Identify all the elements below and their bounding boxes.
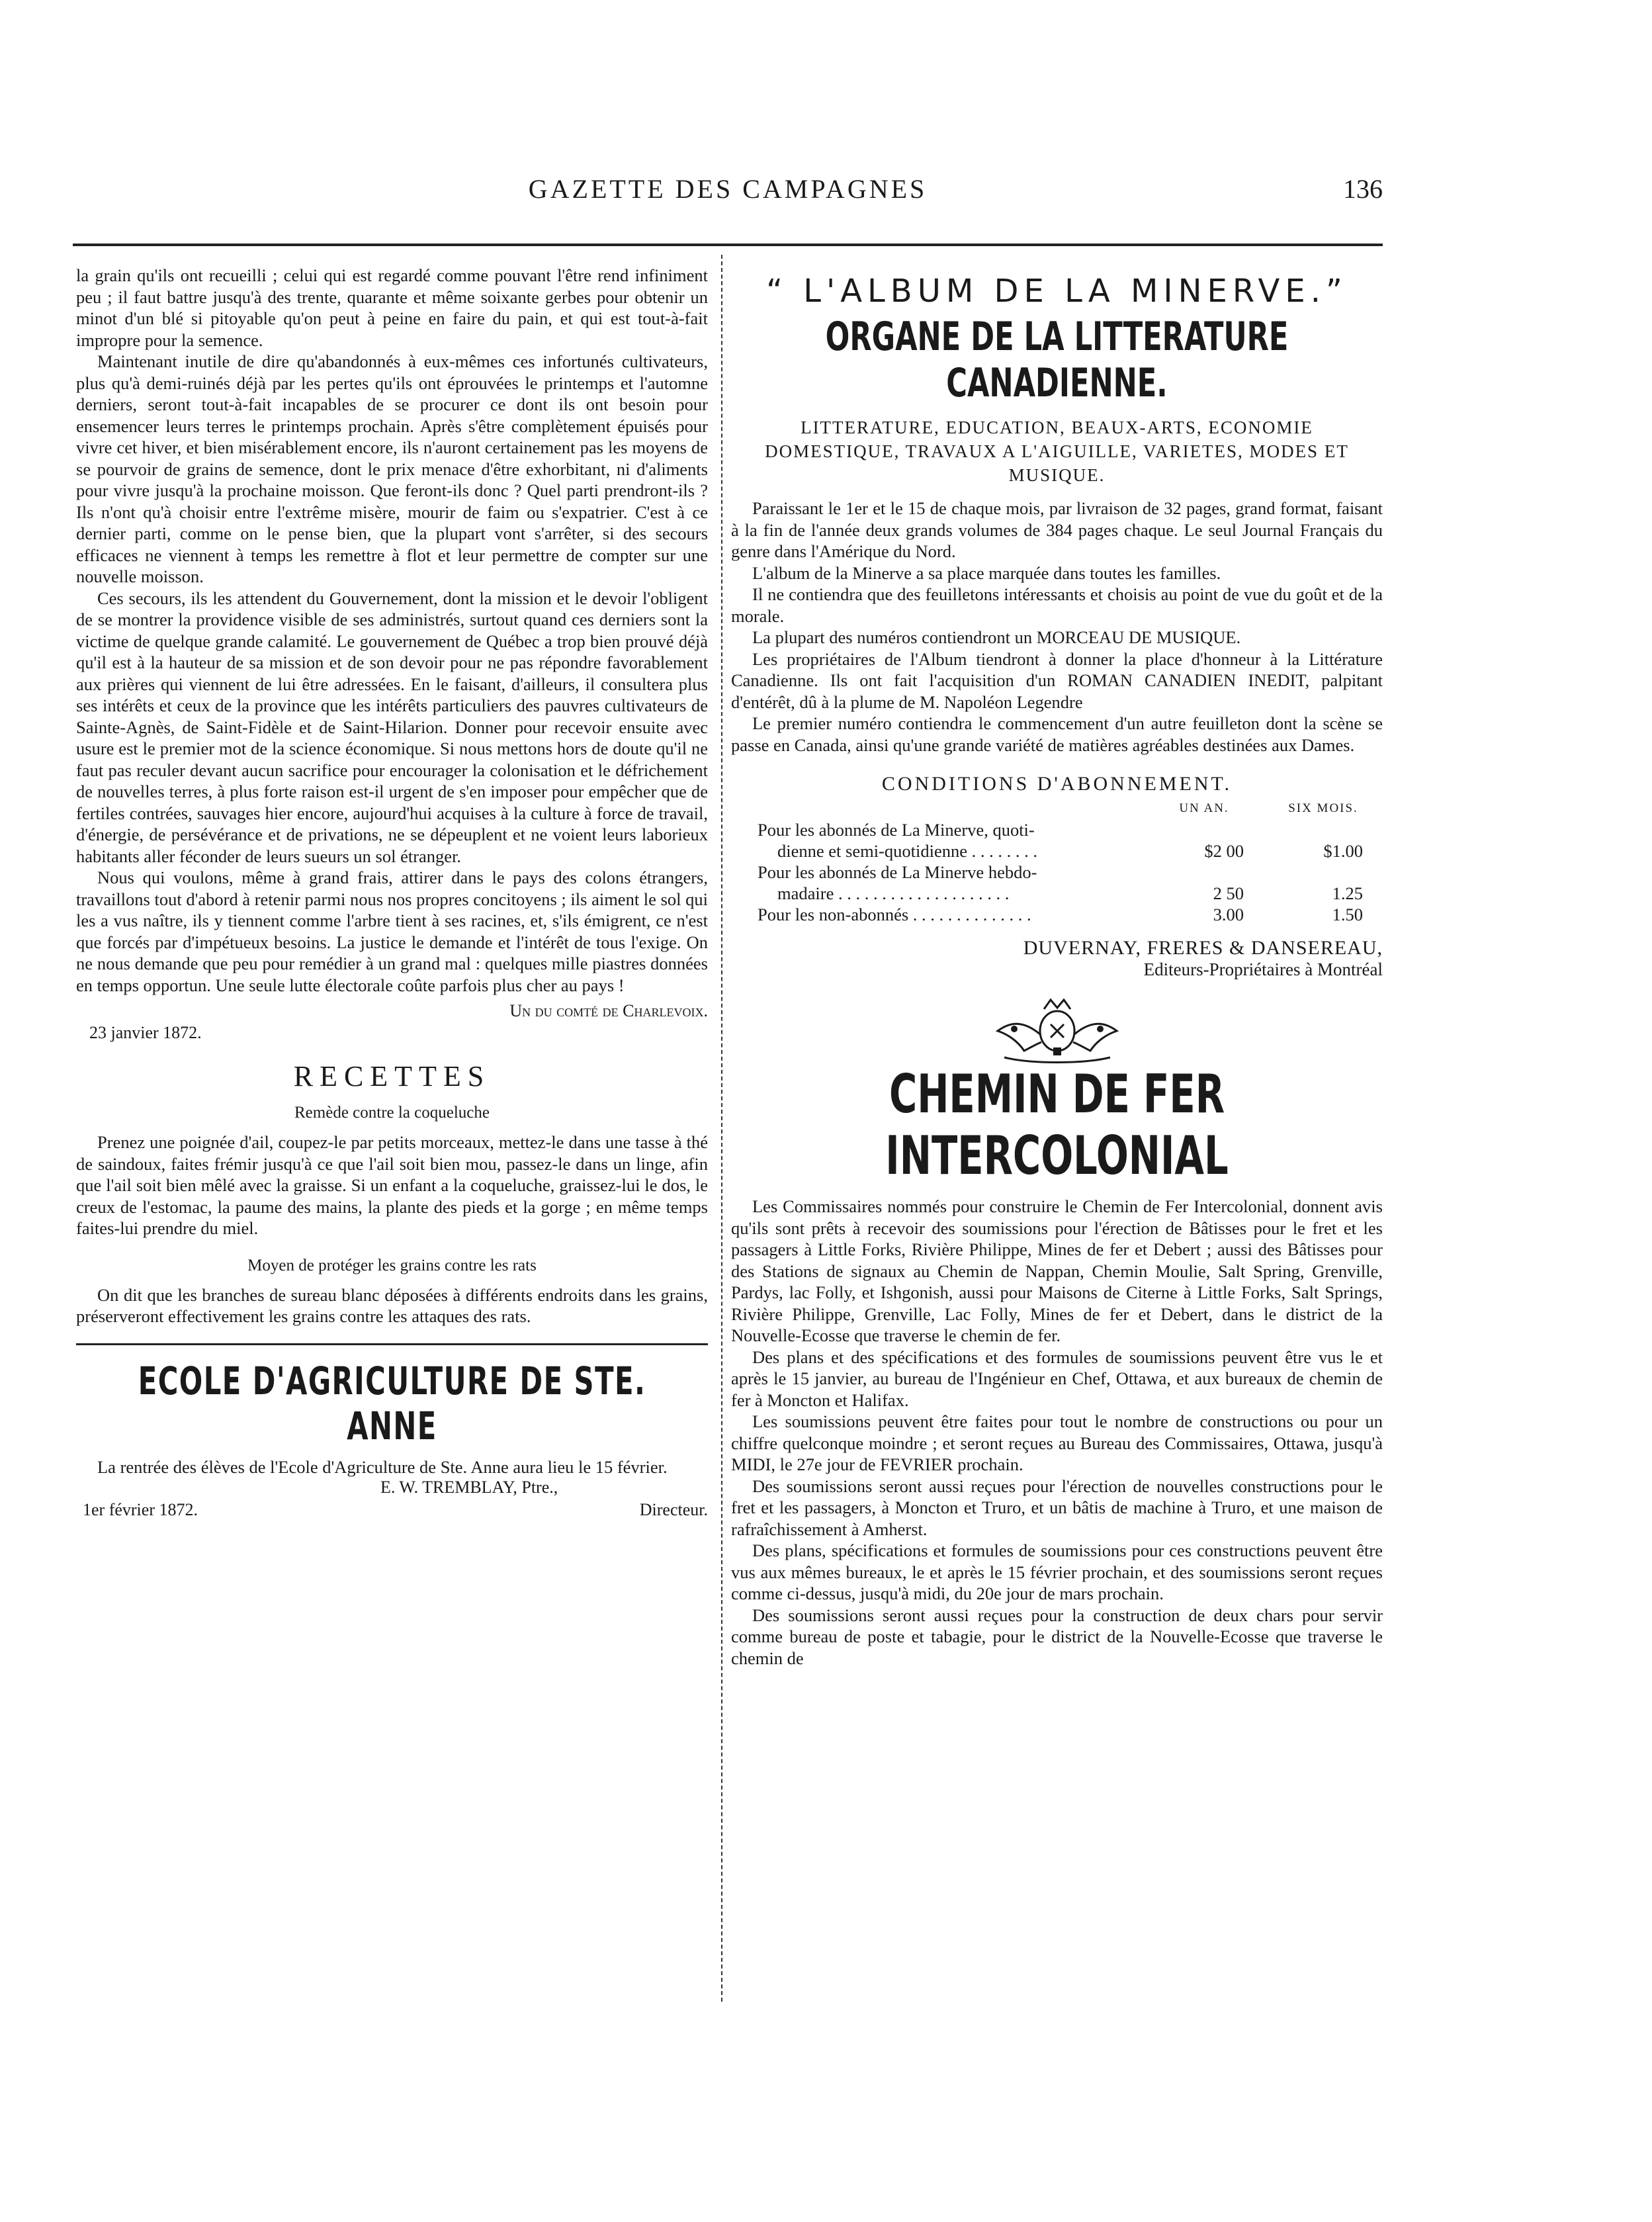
rate-label: Pour les non-abonnés . . . . . . . . . . . . . .: [758, 905, 1031, 924]
publisher-location: Editeurs-Propriétaires à Montréal: [1143, 959, 1383, 979]
rate-un-an: 3.00: [1213, 905, 1244, 924]
chemin-de-fer-notice: [731, 995, 1383, 1669]
table-row: [731, 904, 1383, 925]
rate-six-mois: 1.25: [1332, 883, 1363, 903]
article-charlevoix: [76, 265, 708, 1044]
table-row: [731, 862, 1383, 883]
article-byline: Un du comté de Charlevoix.: [509, 1001, 708, 1020]
article-paragraph: la grain qu'ils ont recueilli ; celui qui est regardé comme pouvant l'être rend infiniment peu ; il faut battre jusqu'à des trente, quarante et même soixante gerbes pour obtenir un minot d'un blé si pitoyable qu'on peut à peine en faire du pain, et qui est tout-à-fait impropre pour la semence.: [76, 265, 708, 350]
chemin-headline: CHEMIN DE FER INTERCOLONIAL: [885, 1063, 1229, 1186]
album-paragraph: Paraissant le 1er et le 15 de chaque mois, par livraison de 32 pages, grand format, faisant à la fin de l'année deux grands volumes de 384 pages chaque. Le seul Journal Français du genre dans l'Amérique du Nord.: [731, 498, 1383, 561]
column-header-six-mois: SIX MOIS.: [1288, 801, 1358, 815]
running-title: GAZETTE DES CAMPAGNES: [528, 174, 928, 204]
ecole-date-line: [76, 1500, 708, 1523]
crest-ornament-icon: [978, 995, 1137, 1067]
chemin-paragraph: Des soumissions seront aussi reçues pour la construction de deux chars pour servir comme bureau de poste et tabagie, pour le district de la Nouvelle-Ecosse que traverse le chemin de: [731, 1605, 1383, 1668]
album-paragraph: Les propriétaires de l'Album tiendront à donner la place d'honneur à la Littérature Canadienne. Ils ont fait l'acquisition d'un ROMAN CANADIEN INEDIT, palpitant d'entérêt, dû à la plume de M. Napoléon Legendre: [731, 648, 1383, 712]
rate-un-an: 2 50: [1213, 883, 1244, 903]
ecole-date: 1er février 1872.: [83, 1500, 198, 1519]
recipe-text: Prenez une poignée d'ail, coupez-le par petits morceaux, mettez-le dans une tasse à thé de saindoux, faites frémir jusqu'à ce que l'ail soit bien mou, passez-le dans un linge, afin que l'ail soit bien mêlé avec la graisse. Si un enfant a la coqueluche, graissez-lui le dos, le creux de l'estomac, la paume des mains, la plante des pieds et la gorge ; en même temps faites-lui prendre du miel.: [76, 1132, 708, 1238]
chemin-paragraph: Des plans et des spécifications et des formules de soumissions peuvent être vus le et après le 15 janvier, au bureau de l'Ingénieur en Chef, Ottawa, et aux bureaux de chemin de fer à Moncton et Halifax.: [731, 1347, 1383, 1410]
publisher-name: DUVERNAY, FRERES & DANSEREAU,: [1023, 937, 1383, 959]
left-column: [76, 265, 708, 1523]
album-paragraph: Il ne contiendra que des feuilletons intéressants et choisis au point de vue du goût et de la morale.: [731, 584, 1383, 626]
article-paragraph: Maintenant inutile de dire qu'abandonnés à eux-mêmes ces infortunés cultivateurs, plus qu'à demi-ruinés déjà par les pertes qu'ils ont éprouvées le printemps et l'automne derniers, seront tout-à-fait incapables de se procurer ce dont ils ont besoin pour ensemencer leurs terres le printemps prochain. Après s'être complètement épuisés pour vivre cet hiver, et bien misérablement encore, ils n'auront certainement pas les moyens de se pourvoir de grains de semence, dont le prix menace d'être exhorbitant, ni d'aliments pour vivre jusqu'à la prochaine moisson. Que feront-ils donc ? Quel parti prendront-ils ? Ils n'ont qu'à choisir entre l'extrême misère, mourir de faim ou s'expatrier. C'est à ce dernier parti, comme on le pense bien, que la plupart vont s'arrêter, si des secours efficaces ne viennent à temps les remettre à flot et leur permettre de compter sur une nouvelle moisson.: [76, 351, 708, 586]
ecole-text: La rentrée des élèves de l'Ecole d'Agriculture de Ste. Anne aura lieu le 15 février.: [97, 1456, 668, 1477]
ecole-role: Directeur.: [639, 1500, 708, 1519]
ecole-signature-line: [76, 1478, 708, 1500]
ecole-signatory: E. W. TREMBLAY, Ptre.,: [380, 1478, 558, 1497]
page-number: 136: [1343, 174, 1383, 204]
rate-six-mois: $1.00: [1323, 841, 1363, 861]
conditions-title: CONDITIONS D'ABONNEMENT.: [881, 773, 1233, 795]
recettes-section: [76, 1059, 708, 1327]
ecole-notice: [76, 1358, 708, 1523]
subscription-table: [731, 798, 1383, 925]
article-paragraph: Ces secours, ils les attendent du Gouvernement, dont la mission et le devoir l'obligent de se montrer la providence visible de ses administrés, surtout quand ces derniers sont la victime de quelque grande calamité. Le gouvernement de Québec a trop bien prouvé déjà qu'il est à la hauteur de sa mission et de son devoir pour ne pas répondre favorablement aux prières qui viennent de lui être adressées. En le faisant, d'ailleurs, il consultera plus ses intérêts et ceux de la province que les intérêts particuliers des pauvres cultivateurs de Sainte-Agnès, de Saint-Fidèle et de Saint-Hilarion. Donner pour recevoir ensuite avec usure est le premier mot de la science économique. Si nous mettons hors de doute qu'il ne faut pas reculer devant aucun sacrifice pour encourager la colonisation et le défrichement de nouvelles terres, à plus forte raison est-il urgent de s'en imposer pour empêcher que de fertiles contrées, sauvages hier encore, aujourd'hui acquises à la culture à force de travail, d'énergie, de persévérance et de privations, ne se dépeuplent et ne voient leurs laborieux habitants aller féconder de leurs sueurs un sol étranger.: [76, 588, 708, 866]
chemin-paragraph: Les soumissions peuvent être faites pour tout le nombre de constructions ou pour un chiffre quelconque moindre ; et seront reçues au Bureau des Commissaires, Ottawa, jusqu'à MIDI, le 27e jour de FEVRIER prochain.: [731, 1411, 1383, 1474]
chemin-paragraph: Des soumissions seront aussi reçues pour l'érection de nouvelles constructions pour le fret et les passagers, à Moncton et Truro, et un bâtis de machine à Truro, et une maison de rafraîchissement à Amherst.: [731, 1476, 1383, 1539]
table-row: [731, 819, 1383, 840]
album-advertisement: [731, 273, 1383, 980]
chemin-paragraph: Les Commissaires nommés pour construire le Chemin de Fer Intercolonial, donnent avis qu'ils sont prêts à recevoir des soumissions pour l'érection de Bâtisses pour le fret et les passagers à Little Forks, Rivière Philippe, Mines de fer et Debert ; aussi des Bâtisses pour des Stations de signaux au Chemin de Nappan, Chemin Moulie, Salt Spring, Grenville, Pardys, lac Folly, et Ishgonish, aussi pour Maisons de Citerne à Little Forks, Salt Springs, Rivière Philippe, Grenville, Lac Folly, Mines de fer et Debert, dans le district de la Nouvelle-Ecosse que traverse le chemin de fer.: [731, 1196, 1383, 1345]
album-paragraph: Le premier numéro contiendra le commencement d'un autre feuilleton dont la scène se passe en Canada, ainsi qu'une grande variété de matières agréables destinées aux Dames.: [731, 713, 1383, 755]
ecole-headline: ECOLE D'AGRICULTURE DE STE. ANNE: [138, 1358, 646, 1448]
table-row: [731, 840, 1383, 862]
table-row: [731, 883, 1383, 904]
table-header-row: [731, 798, 1383, 819]
recipe-title: Moyen de protéger les grains contre les rats: [247, 1256, 537, 1274]
chemin-paragraph: Des plans, spécifications et formules de soumissions pour ces constructions peuvent être vus aux mêmes bureaux, le et après le 15 février prochain, et des soumissions seront reçues comme ci-dessus, jusqu'à midi, du 20e jour de mars prochain.: [731, 1540, 1383, 1603]
rate-label: Pour les abonnés de La Minerve hebdo-: [758, 862, 1037, 882]
album-paragraph: L'album de la Minerve a sa place marquée dans toutes les familles.: [752, 562, 1221, 583]
article-paragraph: Nous qui voulons, même à grand frais, attirer dans le pays des colons étrangers, travaillons tout d'abord à retenir parmi nous nos propres concitoyens ; ils aiment le sol qui les a vus naître, ils y tiennent comme l'arbre tient à ses racines, et, s'ils émigrent, ce n'est que forcés par d'impétueux besoins. La justice le demande et l'intérêt de tous l'exige. On ne nous demande que peu pour remédier à un grand mal : quelques mille piastres données en temps opportun. Une seule lutte électorale coûte parfois plus cher au pays !: [76, 867, 708, 995]
rate-un-an: $2 00: [1204, 841, 1244, 861]
rate-label: dienne et semi-quotidienne . . . . . . . .: [777, 841, 1037, 861]
recipe-title: Remède contre la coqueluche: [294, 1104, 490, 1122]
album-subtitle: LITTERATURE, EDUCATION, BEAUX-ARTS, ECONOMIE DOMESTIQUE, TRAVAUX A L'AIGUILLE, VARIETES, MODES ET MUSIQUE.: [765, 418, 1349, 485]
rate-label: Pour les abonnés de La Minerve, quoti-: [758, 820, 1035, 840]
recipe-text: On dit que les branches de sureau blanc déposées à différents endroits dans les grains, préserveront effectivement les grains contre les attaques des rats.: [76, 1284, 708, 1326]
album-paragraph: La plupart des numéros contiendront un MORCEAU DE MUSIQUE.: [752, 627, 1241, 647]
right-column: [731, 265, 1383, 1669]
running-head: [73, 173, 1383, 213]
album-title: “ L'ALBUM DE LA MINERVE.”: [766, 273, 1348, 310]
article-dateline: 23 janvier 1872.: [89, 1023, 202, 1042]
rate-six-mois: 1.50: [1332, 905, 1363, 924]
header-rule: [73, 244, 1383, 246]
column-header-un-an: UN AN.: [1179, 801, 1229, 815]
rate-label: madaire . . . . . . . . . . . . . . . . . . . .: [777, 883, 1010, 903]
recettes-title: RECETTES: [293, 1060, 491, 1092]
section-rule: [76, 1343, 708, 1345]
album-headline: ORGANE DE LA LITTERATURE CANADIENNE.: [825, 314, 1289, 406]
